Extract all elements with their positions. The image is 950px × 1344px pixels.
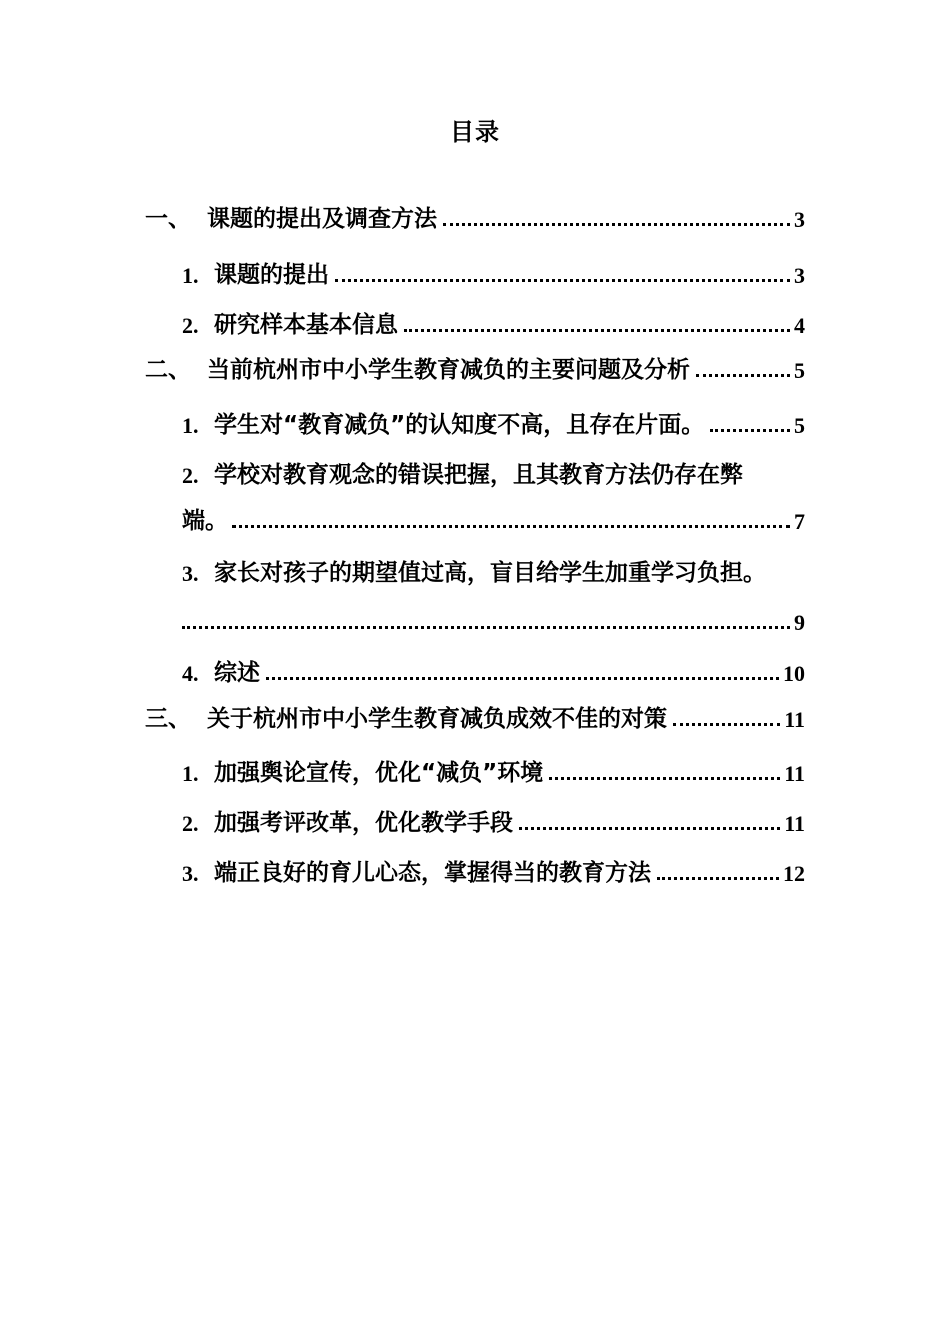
- toc-entry-3-1[interactable]: [182, 747, 805, 787]
- toc-entry-page: 9: [794, 610, 805, 635]
- toc-entry-1-1[interactable]: [182, 249, 805, 289]
- toc-leader: [696, 374, 790, 377]
- toc-entry-section-1[interactable]: [145, 193, 805, 233]
- toc-entry-number: 3.: [182, 861, 199, 886]
- toc-entry-label: 课题的提出: [214, 262, 329, 288]
- toc-entry-label: 端正良好的育儿心态，掌握得当的教育方法: [214, 860, 651, 886]
- toc-title: 目录: [450, 118, 500, 146]
- toc-leader: [549, 777, 780, 780]
- toc-entry-page: 10: [783, 661, 805, 686]
- toc-entry-page: 11: [784, 707, 805, 732]
- toc-entry-page: 12: [783, 861, 805, 886]
- toc-entry-number: 二、: [145, 357, 191, 383]
- toc-entry-label: 加强舆论宣传，优化“减负”环境: [214, 760, 544, 786]
- toc-entry-page: 5: [794, 413, 805, 438]
- toc-leader: [443, 223, 790, 226]
- toc-entry-label-continued: 端。: [182, 508, 228, 534]
- toc-entry-2-3-continued[interactable]: [182, 596, 805, 636]
- toc-entry-page: 3: [794, 263, 805, 288]
- toc-entry-2-4[interactable]: [182, 647, 805, 687]
- toc-entry-section-3[interactable]: [145, 693, 805, 733]
- toc-entry-label: 课题的提出及调查方法: [207, 206, 437, 232]
- toc-entry-number: 一、: [145, 206, 191, 232]
- toc-leader: [673, 723, 780, 726]
- toc-entry-3-2[interactable]: [182, 797, 805, 837]
- toc-entry-number: 4.: [182, 661, 199, 686]
- toc-leader: [519, 827, 780, 830]
- toc-entry-number: 1.: [182, 761, 199, 786]
- toc-entry-page: 11: [784, 811, 805, 836]
- toc-entry-3-3[interactable]: [182, 847, 805, 887]
- toc-entry-2-2[interactable]: [182, 449, 805, 489]
- toc-entry-number: 3.: [182, 561, 199, 586]
- toc-entry-number: 三、: [145, 706, 191, 732]
- toc-entry-label: 学校对教育观念的错误把握，且其教育方法仍存在弊: [214, 462, 743, 488]
- toc-entry-label: 学生对“教育减负”的认知度不高，且存在片面。: [214, 412, 705, 438]
- toc-entry-2-1[interactable]: [182, 399, 805, 439]
- toc-leader: [266, 677, 779, 680]
- toc-entry-2-3[interactable]: [182, 547, 805, 587]
- toc-leader: [710, 429, 790, 432]
- toc-entry-1-2[interactable]: [182, 299, 805, 339]
- toc-entry-number: 1.: [182, 263, 199, 288]
- toc-leader: [335, 279, 790, 282]
- toc-entry-page: 4: [794, 313, 805, 338]
- toc-leader: [657, 877, 779, 880]
- toc-entry-2-2-continued[interactable]: [182, 495, 805, 535]
- toc-entry-label: 家长对孩子的期望值过高，盲目给学生加重学习负担。: [214, 560, 766, 586]
- toc-entry-label: 关于杭州市中小学生教育减负成效不佳的对策: [207, 706, 667, 732]
- toc-leader: [404, 329, 790, 332]
- toc-entry-section-2[interactable]: [145, 344, 805, 384]
- toc-entry-page: 5: [794, 358, 805, 383]
- toc-leader: [182, 626, 790, 629]
- toc-entry-page: 11: [784, 761, 805, 786]
- toc-entry-label: 当前杭州市中小学生教育减负的主要问题及分析: [207, 357, 690, 383]
- toc-entry-number: 2.: [182, 811, 199, 836]
- toc-leader: [232, 525, 790, 528]
- toc-entry-label: 综述: [214, 660, 260, 686]
- toc-entry-number: 1.: [182, 413, 199, 438]
- toc-entry-label: 研究样本基本信息: [214, 312, 398, 338]
- toc-entry-page: 7: [794, 509, 805, 534]
- toc-entry-page: 3: [794, 207, 805, 232]
- toc-entry-number: 2.: [182, 313, 199, 338]
- toc-entry-number: 2.: [182, 463, 199, 488]
- toc-entry-label: 加强考评改革，优化教学手段: [214, 810, 513, 836]
